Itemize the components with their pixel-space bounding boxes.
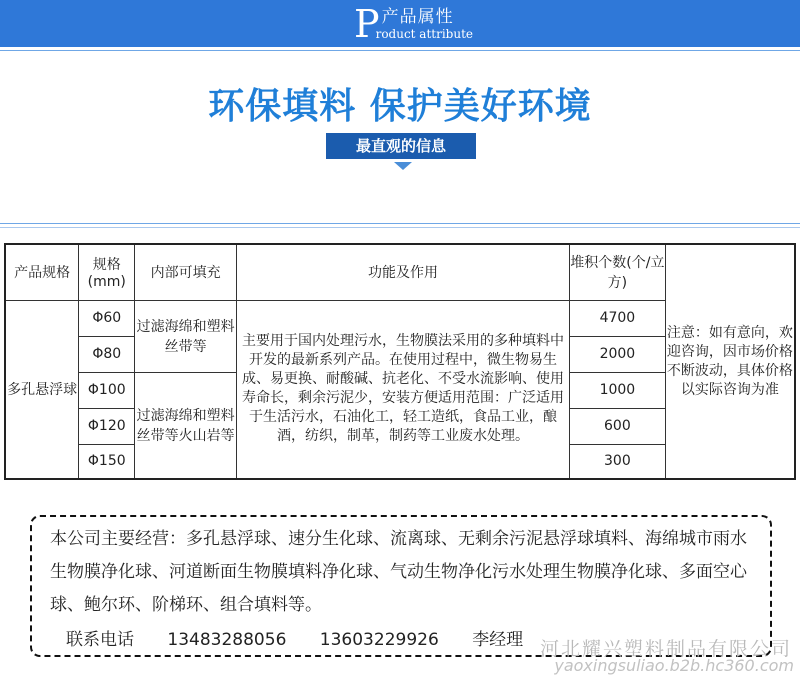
product-name-cell: 多孔悬浮球 (5, 300, 79, 479)
business-text: 本公司主要经营：多孔悬浮球、速分生化球、流离球、无剩余污泥悬浮球填料、海绵城市雨水生物膜净化球、河道断面生物膜填料净化球、气动生物净化污水处理生物膜净化球、多面空心球、鲍尔环、阶梯环、组合填料等。 (50, 529, 747, 615)
volume-cell: 4700 (569, 300, 665, 336)
spec-cell: Φ80 (79, 336, 135, 372)
spec-cell: Φ100 (79, 372, 135, 408)
contact-manager: 李经理 (472, 630, 524, 650)
spec-cell: Φ60 (79, 300, 135, 336)
header-volume: 堆积个数(个/立方) (569, 244, 665, 300)
header-banner (0, 0, 800, 47)
volume-cell: 2000 (569, 336, 665, 372)
banner-title (354, 4, 473, 44)
phone-2: 13603229926 (319, 630, 439, 650)
banner-p-letter: P (354, 2, 380, 46)
header-product-name: 产品规格 (5, 244, 79, 300)
banner-title-en: roduct attribute (375, 27, 474, 41)
banner-title-cn: 产品属性 (381, 7, 454, 27)
subtitle-arrow-icon (394, 162, 412, 170)
function-cell: 主要用于国内处理污水，生物膜法采用的多种填料中开发的最新系列产品。在使用过程中，微生物易生成、易更换、耐酸碱、抗老化、不受水流影响、使用寿命长，剩余污泥少，安装方便适用范围：广泛适用于生活污水，石油化工，轻工造纸，食品工业，酿酒，纺织，制革，制药等工业废水处理。 (236, 300, 569, 479)
volume-cell: 300 (569, 444, 665, 479)
header-function: 功能及作用 (236, 244, 569, 300)
headline: 环保填料 保护美好环境 (208, 86, 592, 127)
divider-top (0, 50, 800, 51)
contact-label: 联系电话 (66, 630, 134, 650)
divider-middle (0, 223, 800, 224)
phone-1: 13483288056 (167, 630, 287, 650)
subtitle-badge: 最直观的信息 (326, 133, 476, 159)
fill-cell-2: 过滤海绵和塑料丝带等火山岩等 (135, 372, 237, 479)
header-fill: 内部可填充 (135, 244, 237, 300)
note-cell: 注意：如有意向，欢迎咨询，因市场价格不断波动，具体价格以实际咨询为准 (665, 244, 795, 479)
volume-cell: 600 (569, 408, 665, 444)
header-spec: 规格(mm) (79, 244, 135, 300)
contact-line (66, 625, 551, 650)
fill-cell-1: 过滤海绵和塑料丝带等 (135, 300, 237, 372)
spec-cell: Φ120 (79, 408, 135, 444)
product-spec-table (4, 243, 796, 480)
divider-middle-2 (0, 227, 800, 228)
watermark-url: yaoxingsuliao.b2b.hc360.com (554, 656, 794, 675)
volume-cell: 1000 (569, 372, 665, 408)
watermark-company: 河北耀兴塑料制品有限公司 (539, 638, 792, 660)
table-header-row (5, 244, 795, 300)
spec-cell: Φ150 (79, 444, 135, 479)
